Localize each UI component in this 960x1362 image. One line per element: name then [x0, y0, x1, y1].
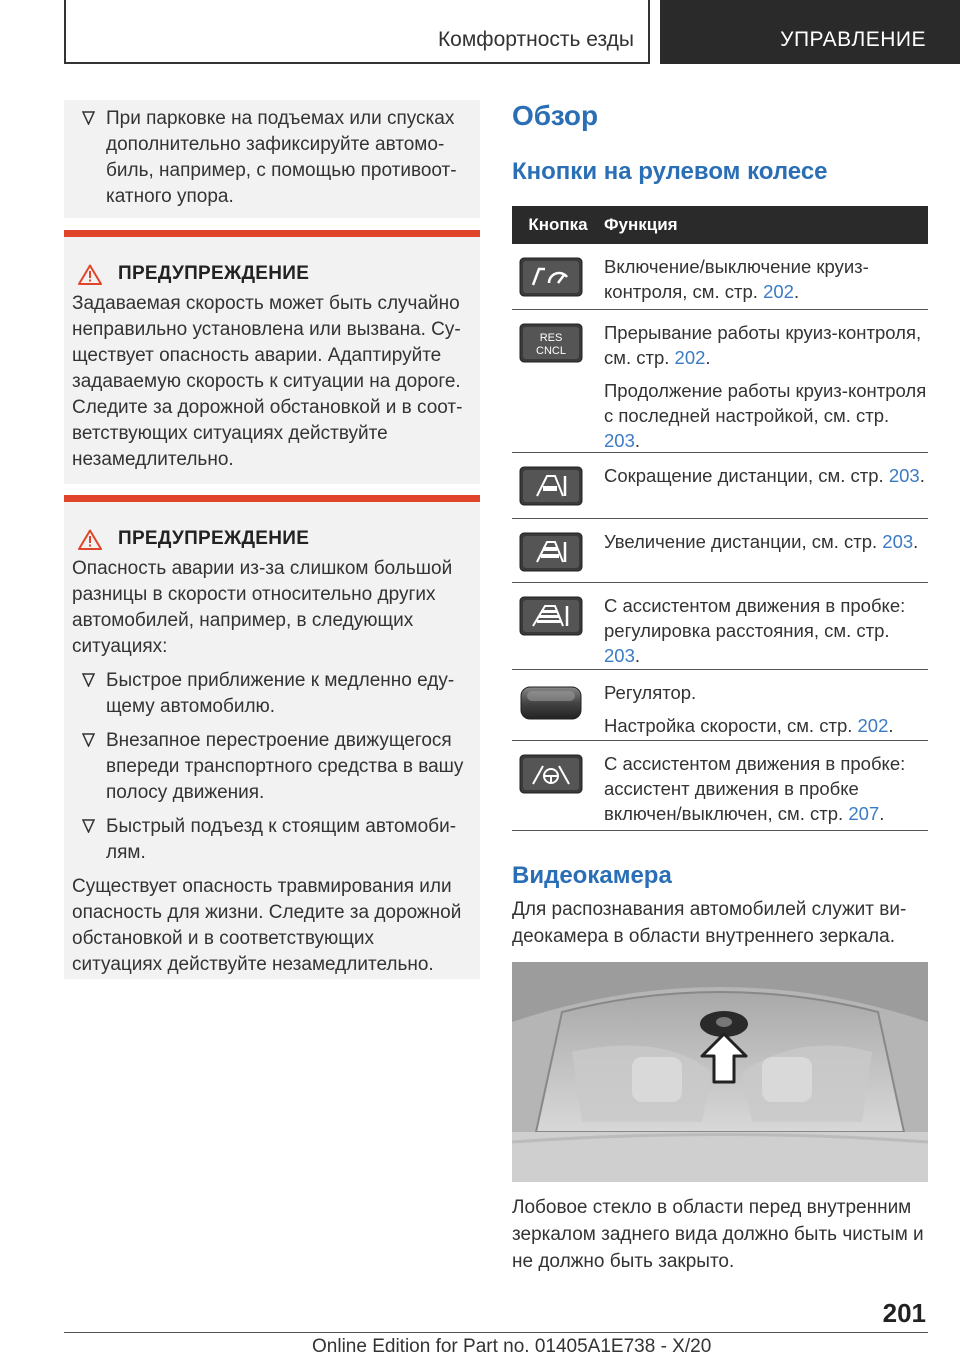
- footer-divider: [64, 1332, 928, 1333]
- warning-intro: Опасность аварии из-за слишком большой разницы в скорости относительно других автомобилей, например, в следующих ситуациях:: [72, 558, 453, 657]
- list-item: [72, 728, 464, 806]
- section-title-steering-buttons: Кнопки на рулевом колесе: [512, 158, 828, 185]
- table-row: [512, 310, 928, 453]
- function-text-end: .: [634, 430, 641, 451]
- function-text-end: .: [919, 465, 925, 486]
- page-link[interactable]: 203: [604, 430, 635, 451]
- table-row: [512, 244, 928, 310]
- function-text-end: .: [793, 281, 800, 302]
- function-text-end: .: [705, 347, 711, 368]
- page-link[interactable]: 202: [857, 715, 889, 736]
- table-row: [512, 519, 928, 583]
- warning-title: [72, 263, 464, 285]
- table-header-function: Функция: [604, 215, 678, 234]
- distance-decrease-icon: [519, 466, 583, 506]
- bullet-triangle-icon: [82, 819, 95, 833]
- table-header-button: Кнопка: [528, 215, 588, 234]
- warning-triangle-icon: [78, 264, 102, 285]
- table-row: [512, 670, 928, 741]
- list-item-text: Быстрый подъезд к стоящим автомобилям.: [106, 816, 457, 863]
- table-row: [512, 583, 928, 670]
- function-text-end: .: [913, 531, 919, 552]
- list-item: [72, 106, 464, 210]
- list-item-text: Быстрое приближение к медленно едущему автомобилю.: [106, 670, 455, 717]
- steering-assistant-icon: [519, 754, 583, 794]
- distance-increase-icon: [519, 532, 583, 572]
- photo-caption: Лобовое стекло в области перед внутренним зеркалом заднего вида должно быть чистым и не должно быть закрыто.: [512, 1197, 924, 1272]
- footer-edition: Online Edition for Part no. 01405A1E738 - X/20: [312, 1336, 712, 1357]
- res-cncl-icon: [519, 323, 583, 363]
- header-chapter-tab: [660, 0, 960, 64]
- traffic-jam-distance-icon: [519, 596, 583, 636]
- cruise-control-icon: [519, 257, 583, 297]
- page-link[interactable]: 202: [674, 347, 706, 368]
- function-cell: [604, 254, 928, 301]
- rocker-switch-icon: [519, 683, 583, 723]
- warning-text: Задаваемая скорость может быть случайно неправильно установлена или вызвана. Существует опасность аварии. Адаптируйте задаваемую скорость к ситуации на дороге. Следите за дорожной обстановкой и в соответствующих ситуациях действуйте незамедлительно.: [72, 293, 463, 470]
- function-text: Регулятор.: [604, 682, 697, 703]
- function-text-end: .: [879, 803, 885, 824]
- header-section-title: Комфортность езды: [437, 28, 634, 51]
- function-cell: [604, 320, 928, 451]
- warning-title: [72, 528, 464, 550]
- page-link[interactable]: 207: [848, 803, 880, 824]
- svg-text:RES: RES: [539, 332, 563, 344]
- page-number: 201: [882, 1298, 926, 1328]
- warning-outro: Существует опасность травмирования или опасность для жизни. Следите за дорожной обстановкой и в соответствующих ситуациях действуйте незамедлительно.: [72, 876, 462, 975]
- function-text: С ассистентом движения в пробке: регулировка расстояния, см. стр.: [604, 595, 906, 641]
- car-interior-illustration: [512, 962, 928, 1182]
- function-text: С ассистентом движения в пробке: ассистент движения в пробке включен/выключен, см. стр.: [604, 753, 906, 824]
- function-text: Продолжение работы круиз-контроля с последней настройкой, см. стр.: [604, 380, 927, 426]
- svg-text:CNCL: CNCL: [536, 345, 566, 357]
- list-item-text: Внезапное перестроение движущегося впереди транспортного средства в вашу полосу движения.: [106, 730, 464, 803]
- function-cell: [604, 593, 928, 666]
- page-title: Обзор: [512, 100, 599, 131]
- page-link[interactable]: 202: [763, 281, 794, 302]
- parking-note-box: [64, 100, 480, 218]
- function-text-end: .: [634, 645, 641, 666]
- warning-title-text: ПРЕДУПРЕЖДЕНИЕ: [118, 528, 310, 549]
- function-cell: [604, 680, 928, 736]
- function-text-end: .: [888, 715, 894, 736]
- section-title-camera: Видеокамера: [512, 862, 672, 889]
- function-cell: [604, 751, 928, 822]
- bullet-triangle-icon: [82, 733, 95, 747]
- function-text: Увеличение дистанции, см. стр.: [604, 531, 883, 552]
- header-chapter-title: УПРАВЛЕНИЕ: [780, 28, 926, 51]
- warning-triangle-icon: [78, 529, 102, 550]
- warning-title-text: ПРЕДУПРЕЖДЕНИЕ: [118, 263, 310, 284]
- page-link[interactable]: 203: [882, 531, 914, 552]
- steering-buttons-table: [512, 206, 928, 831]
- list-item: [72, 814, 464, 866]
- page-link[interactable]: 203: [888, 465, 920, 486]
- function-cell: [604, 463, 928, 510]
- windshield-camera-photo: [512, 962, 928, 1182]
- warning-box-speed: [64, 230, 480, 484]
- table-row: [512, 741, 928, 831]
- function-cell: [604, 529, 928, 574]
- page-link[interactable]: 203: [604, 645, 635, 666]
- bullet-triangle-icon: [82, 673, 95, 687]
- function-text: Включение/выключение круиз-контроля, см. стр.: [604, 256, 869, 302]
- table-header: [512, 206, 928, 244]
- function-text: Прерывание работы круиз-контроля, см. стр.: [604, 322, 922, 368]
- header-section-tab: [64, 0, 650, 64]
- table-row: [512, 453, 928, 519]
- list-item: [72, 668, 464, 720]
- warning-box-speed-difference: [64, 495, 480, 979]
- bullet-triangle-icon: [82, 111, 95, 125]
- parking-note-text: При парковке на подъемах или спусках дополнительно зафиксируйте автомобиль, например, с помощью противооткатного упора.: [106, 108, 457, 207]
- function-text: Настройка скорости, см. стр.: [604, 715, 858, 736]
- camera-text: Для распознавания автомобилей служит видеокамера в области внутреннего зеркала.: [512, 899, 907, 947]
- function-text: Сокращение дистанции, см. стр.: [604, 465, 889, 486]
